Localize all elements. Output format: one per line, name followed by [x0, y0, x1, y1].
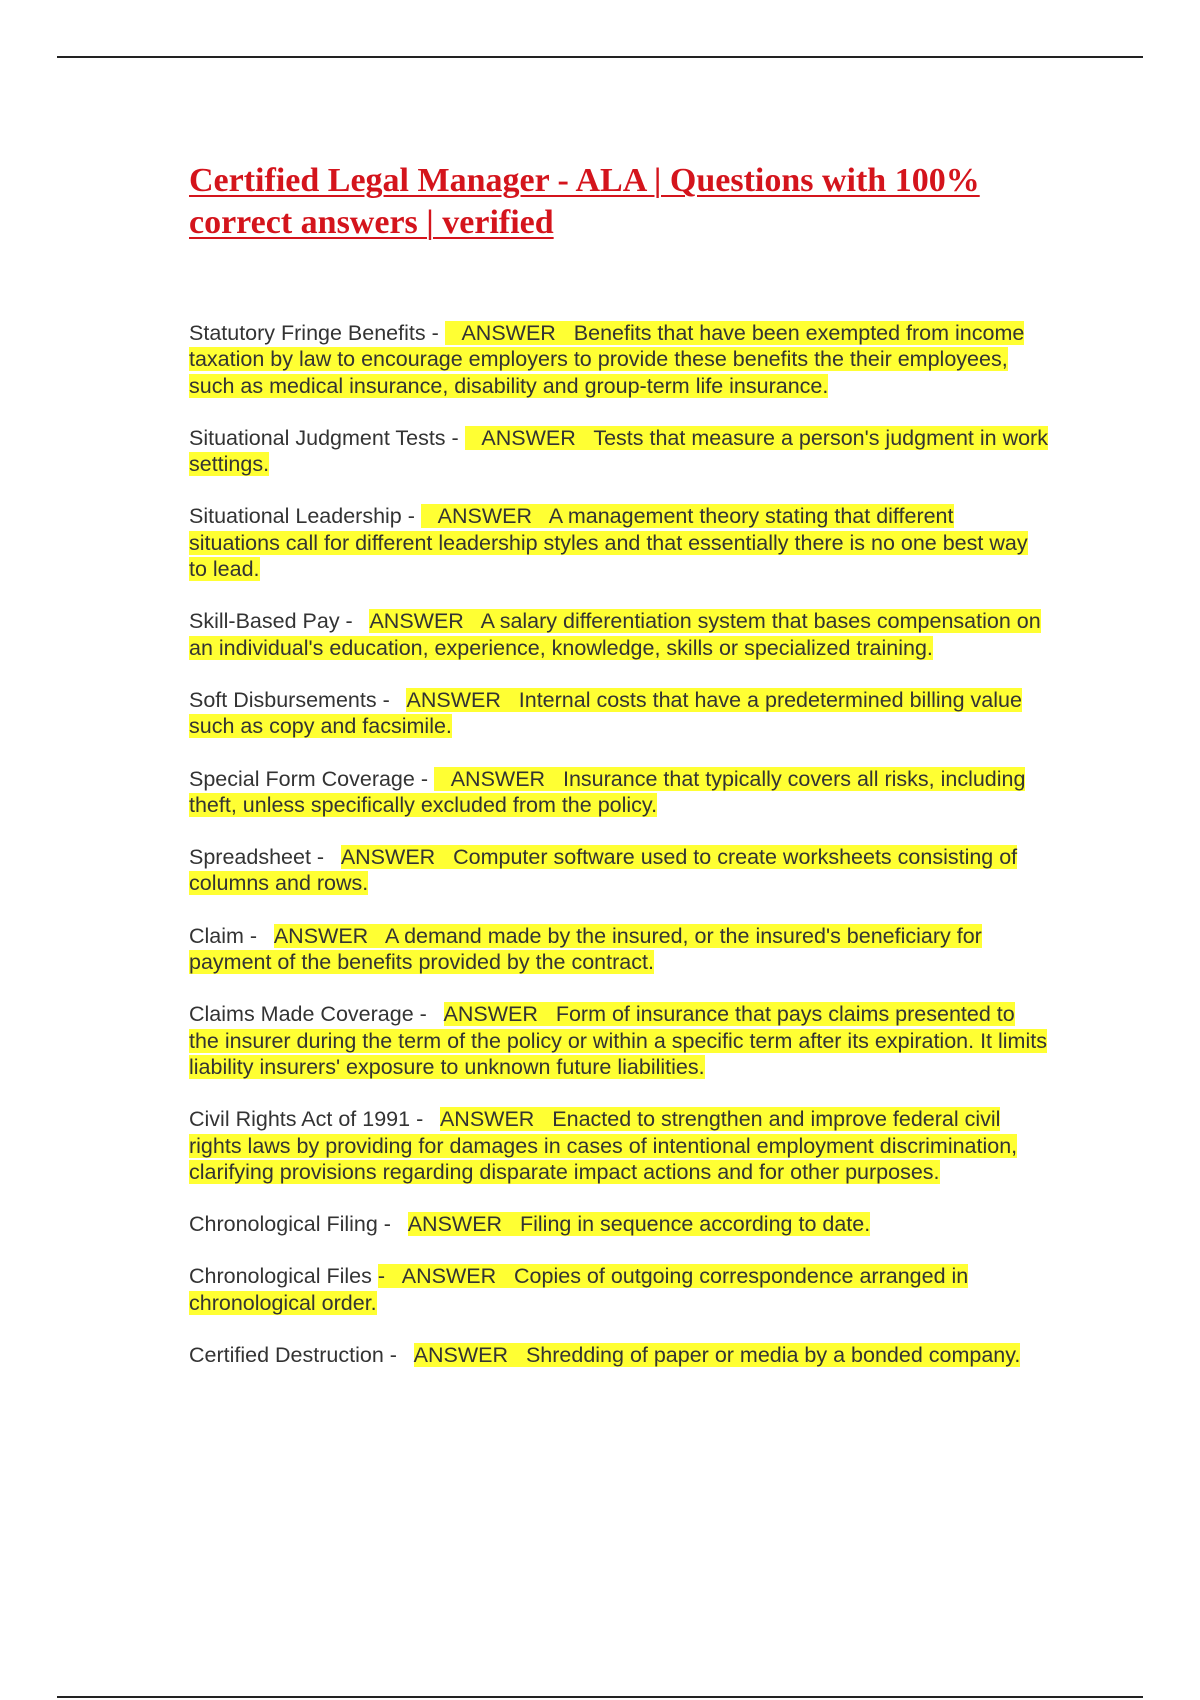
answer-label: ANSWER — [439, 1107, 535, 1132]
answer-highlight — [189, 924, 982, 974]
term: Spreadsheet — [189, 845, 311, 870]
answer-label: ANSWER — [443, 1002, 538, 1027]
term: Statutory Fringe Benefits — [189, 321, 426, 345]
definition: Insurance that typically covers all risks, including theft, unless specifically excluded from the policy. — [189, 766, 1026, 817]
term: Claim — [189, 923, 244, 948]
definition: Enacted to strengthen and improve federal civil rights laws by providing for damages in cases of intentional employment discrimination, clarifying provisions regarding disparate impact actions and for other purposes. — [189, 1107, 1018, 1184]
definition: Tests that measure a person's judgment in work settings. — [189, 425, 1048, 477]
answer-label: ANSWER — [273, 923, 369, 948]
answer-label: ANSWER — [407, 1212, 503, 1237]
term: Civil Rights Act of 1991 — [189, 1107, 411, 1132]
flashcard-entry — [189, 1263, 1049, 1316]
definition: Internal costs that have a predetermined billing value such as copy and facsimile. — [189, 687, 1022, 739]
document-title: Certified Legal Manager - ALA | Questions with 100% correct answers | verified — [189, 162, 980, 241]
answer-label: ANSWER — [401, 1264, 497, 1289]
answer-label: ANSWER — [461, 321, 556, 345]
definition: A management theory stating that different situations call for different leadership styles and that essentially there is no one best way to lead. — [189, 504, 1028, 582]
term: Situational Judgment Tests — [189, 425, 446, 450]
flashcard-entry: Chronological Filing - ANSWER Filing in sequence according to date. — [189, 1212, 871, 1237]
definition: Computer software used to create worksheets consisting of columns and rows. — [189, 845, 1018, 896]
definition: A demand made by the insured, or the insured's beneficiary for payment of the benefits provided by the contract. — [189, 923, 982, 975]
flashcard-entry: Special Form Coverage - ANSWER Insurance that typically covers all risks, including theft, unless specifically excluded from the policy. — [189, 766, 1026, 817]
flashcard-entry: Skill-Based Pay - ANSWER A salary differentiation system that bases compensation on an individual's education, experience, knowledge, skills or specialized training. — [189, 609, 1041, 660]
flashcard-entry: Civil Rights Act of 1991 - ANSWER Enacted to strengthen and improve federal civil rights laws by providing for damages in cases of intentional employment discrimination, clarifying provisions regarding disparate impact actions and for other purposes. — [189, 1107, 1018, 1184]
answer-label: ANSWER — [413, 1343, 509, 1368]
flashcard-entry: Spreadsheet - ANSWER Computer software used to create worksheets consisting of columns and rows. — [189, 845, 1018, 896]
answer-label: ANSWER — [437, 504, 532, 529]
flashcard-list — [189, 320, 1049, 1394]
term: Skill-Based Pay — [189, 609, 340, 634]
term: Situational Leadership — [189, 504, 402, 529]
answer-label: ANSWER — [450, 766, 546, 791]
definition: Copies of outgoing correspondence arranged in chronological order. — [189, 1264, 969, 1315]
definition: A salary differentiation system that bases compensation on an individual's education, experience, knowledge, skills or specialized training. — [189, 609, 1041, 660]
definition: Form of insurance that pays claims presented to the insurer during the term of the policy or within a specific term after its expiration. It limits liability insurers' exposure to unknown future liabilities. — [189, 1002, 1047, 1079]
top-rule — [57, 56, 1143, 58]
answer-highlight — [408, 1212, 871, 1236]
term: Certified Destruction — [189, 1343, 384, 1368]
answer-label: ANSWER — [369, 609, 464, 634]
definition: Benefits that have been exempted from income taxation by law to encourage employers to provide these benefits the their employees, such as medical insurance, disability and group-term life insurance. — [189, 321, 1025, 398]
term: Special Form Coverage — [189, 766, 415, 791]
flashcard-entry: Certified Destruction - ANSWER Shredding of paper or media by a bonded company. — [189, 1343, 1021, 1368]
flashcard-entry: Situational Leadership - ANSWER A management theory stating that different situations call for different leadership styles and that essentially there is no one best way to lead. — [189, 504, 1028, 582]
flashcard-entry: Claims Made Coverage - ANSWER Form of insurance that pays claims presented to the insurer during the term of the policy or within a specific term after its expiration. It limits liability insurers' exposure to unknown future liabilities. — [189, 1002, 1047, 1079]
answer-label: ANSWER — [340, 845, 436, 870]
term: Chronological Filing — [189, 1212, 378, 1237]
flashcard-entry: Statutory Fringe Benefits - ANSWER Benefits that have been exempted from income taxation by law to encourage employers to provide these benefits the their employees, such as medical insurance, disability and group-term life insurance. — [189, 321, 1025, 398]
answer-highlight — [414, 1343, 1021, 1367]
term: Claims Made Coverage — [189, 1002, 414, 1027]
bottom-rule — [57, 1696, 1143, 1698]
flashcard-entry: Situational Judgment Tests - ANSWER Tests that measure a person's judgment in work settings. — [189, 425, 1048, 477]
definition: Shredding of paper or media by a bonded company. — [525, 1343, 1021, 1368]
flashcard-entry: Soft Disbursements - ANSWER Internal costs that have a predetermined billing value such as copy and facsimile. — [189, 687, 1022, 739]
answer-label: ANSWER — [406, 687, 501, 712]
definition: Filing in sequence according to date. — [520, 1212, 871, 1237]
term: Chronological Files — [189, 1264, 372, 1289]
flashcard-entry: Claim - ANSWER A demand made by the insured, or the insured's beneficiary for payment of the benefits provided by the contract. — [189, 923, 982, 975]
answer-highlight: - ANSWER Copies of outgoing correspondence arranged in chronological order. — [189, 1264, 969, 1315]
term: Soft Disbursements — [189, 687, 377, 712]
answer-label: ANSWER — [481, 425, 576, 450]
